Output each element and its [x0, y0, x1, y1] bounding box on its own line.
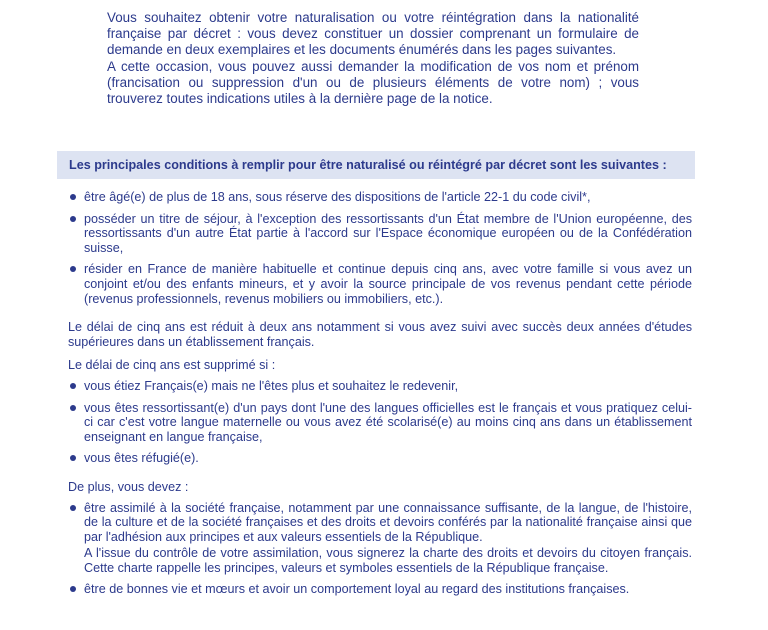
reduction-paragraph: Le délai de cinq ans est réduit à deux ans notamment si vous avez suivi avec succès deux années d'études supérieures dans un établissement français.: [68, 320, 692, 349]
bullet-icon: [70, 266, 76, 272]
list-item-text: être âgé(e) de plus de 18 ans, sous réserve des dispositions de l'article 22-1 du code civil*,: [84, 190, 591, 204]
list-item-text: être assimilé à la société française, notamment par une connaissance suffisante, de la langue, de l'histoire, de la culture et de la société françaises et des droits et devoirs conférés par la nationalité française ainsi que par l'adhésion aux principes et aux valeurs essentiels de la République.: [84, 500, 692, 544]
list-item: [68, 501, 692, 576]
intro-section: [107, 10, 639, 107]
deplus-list: [68, 501, 692, 598]
list-item-text: être de bonnes vie et mœurs et avoir un comportement loyal au regard des institutions françaises.: [84, 582, 630, 597]
suppression-list: [68, 379, 692, 466]
list-item: [68, 379, 692, 394]
bullet-icon: [70, 194, 76, 200]
list-item: [68, 212, 692, 256]
list-item-text: vous étiez Français(e) mais ne l'êtes plus et souhaitez le redevenir,: [84, 378, 459, 393]
list-item-text: résider en France de manière habituelle et continue depuis cinq ans, avec votre famille si vous avez un conjoint et/ou des enfants mineurs, et y avoir la source principale de vos revenus pendant cette période (revenus professionnels, revenus mobiliers ou immobiliers, etc.).: [84, 262, 692, 306]
bullet-icon: [70, 405, 76, 411]
list-item: [68, 451, 692, 466]
bullet-icon: [70, 455, 76, 461]
list-item-text: vous êtes ressortissant(e) d'un pays dont l'une des langues officielles est le français et vous pratiquez celui-ci car c'est votre langue maternelle ou vous avez été scolarisé(e) au moins cinq ans dans un établissement enseignant en langue française,: [84, 400, 692, 444]
intro-paragraph-2: A cette occasion, vous pouvez aussi demander la modification de vos nom et prénom (francisation ou suppression d'un ou de plusieurs éléments de votre nom) ; vous trouverez toutes indications utiles à la dernière page de la notice.: [107, 58, 639, 107]
deplus-intro: De plus, vous devez :: [68, 479, 189, 494]
conditions-list: [68, 190, 692, 306]
conditions-banner: Les principales conditions à remplir pour être naturalisé ou réintégré par décret sont les suivantes :: [57, 151, 695, 179]
bullet-icon: [70, 216, 76, 222]
charte-paragraph: A l'issue du contrôle de votre assimilation, vous signerez la charte des droits et devoirs du citoyen français. Cette charte rappelle les principes, valeurs et symboles essentiels de la République française.: [84, 546, 692, 575]
bullet-icon: [70, 505, 76, 511]
suppression-intro: Le délai de cinq ans est supprimé si :: [68, 358, 276, 373]
list-item-text: vous êtes réfugié(e).: [84, 451, 199, 466]
intro-paragraph-1: Vous souhaitez obtenir votre naturalisation ou votre réintégration dans la nationalité française par décret : vous devez constituer un dossier comprenant un formulaire de demande en deux exemplaires et les documents énumérés dans les pages suivantes.: [107, 10, 639, 58]
list-item-text: posséder un titre de séjour, à l'exception des ressortissants d'un État membre de l'Union européenne, des ressortissants d'un autre État partie à l'accord sur l'Espace économique européen ou de la Confédération suisse,: [84, 211, 692, 255]
conditions-body: [68, 190, 692, 604]
list-item: [68, 262, 692, 306]
bullet-icon: [70, 586, 76, 592]
list-item: [68, 401, 692, 445]
list-item: [68, 582, 692, 597]
list-item: [68, 190, 692, 205]
bullet-icon: [70, 383, 76, 389]
